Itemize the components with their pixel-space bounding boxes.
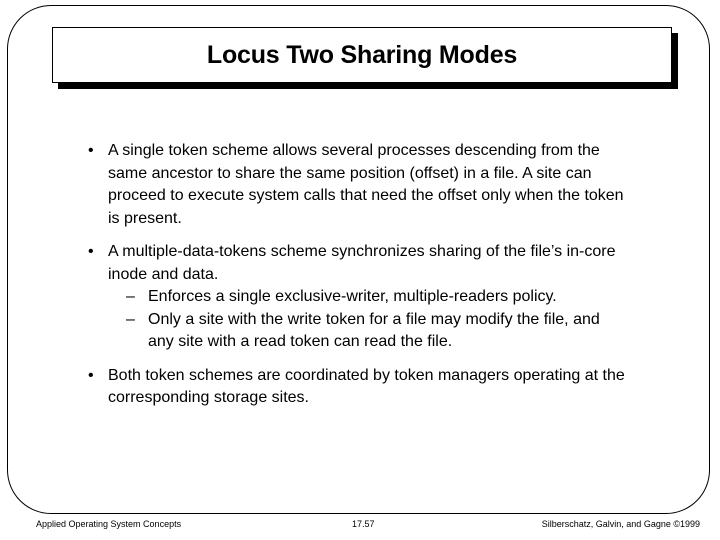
slide-title: Locus Two Sharing Modes [206, 40, 518, 69]
sub-bullet-item [108, 286, 628, 309]
footer-book-title: Applied Operating System Concepts [36, 519, 182, 529]
title-box [52, 27, 672, 83]
bullet-item [88, 241, 628, 354]
bullet-marker: • [88, 243, 94, 260]
bullet-marker: • [88, 142, 94, 159]
bullet-text: Both token schemes are coordinated by token managers operating at the corresponding storage sites. [108, 366, 625, 406]
bullet-marker: • [88, 366, 94, 384]
sub-bullet-item [108, 309, 628, 354]
bullet-text: A single token scheme allows several processes descending from the same ancestor to share the same position (offset) in a file. A site can proceed to execute system calls that need the offset only when the token is present. [108, 142, 624, 227]
footer-page-number: 17.57 [352, 519, 375, 529]
sub-bullet-marker: – [126, 310, 135, 328]
bullet-item [88, 140, 628, 230]
sub-bullet-text: Only a site with the write token for a file may modify the file, and any site with a read token can read the file. [148, 310, 600, 350]
bullet-text: A multiple-data-tokens scheme synchronizes sharing of the file’s in-core inode and data. [108, 243, 616, 283]
bullet-item [88, 365, 628, 410]
sub-bullet-text: Enforces a single exclusive-writer, multiple-readers policy. [148, 288, 557, 305]
bullet-list [88, 140, 628, 421]
sub-bullet-marker: – [126, 288, 135, 305]
footer-copyright: Silberschatz, Galvin, and Gagne ©1999 [541, 519, 700, 529]
sub-bullet-list [108, 286, 628, 354]
